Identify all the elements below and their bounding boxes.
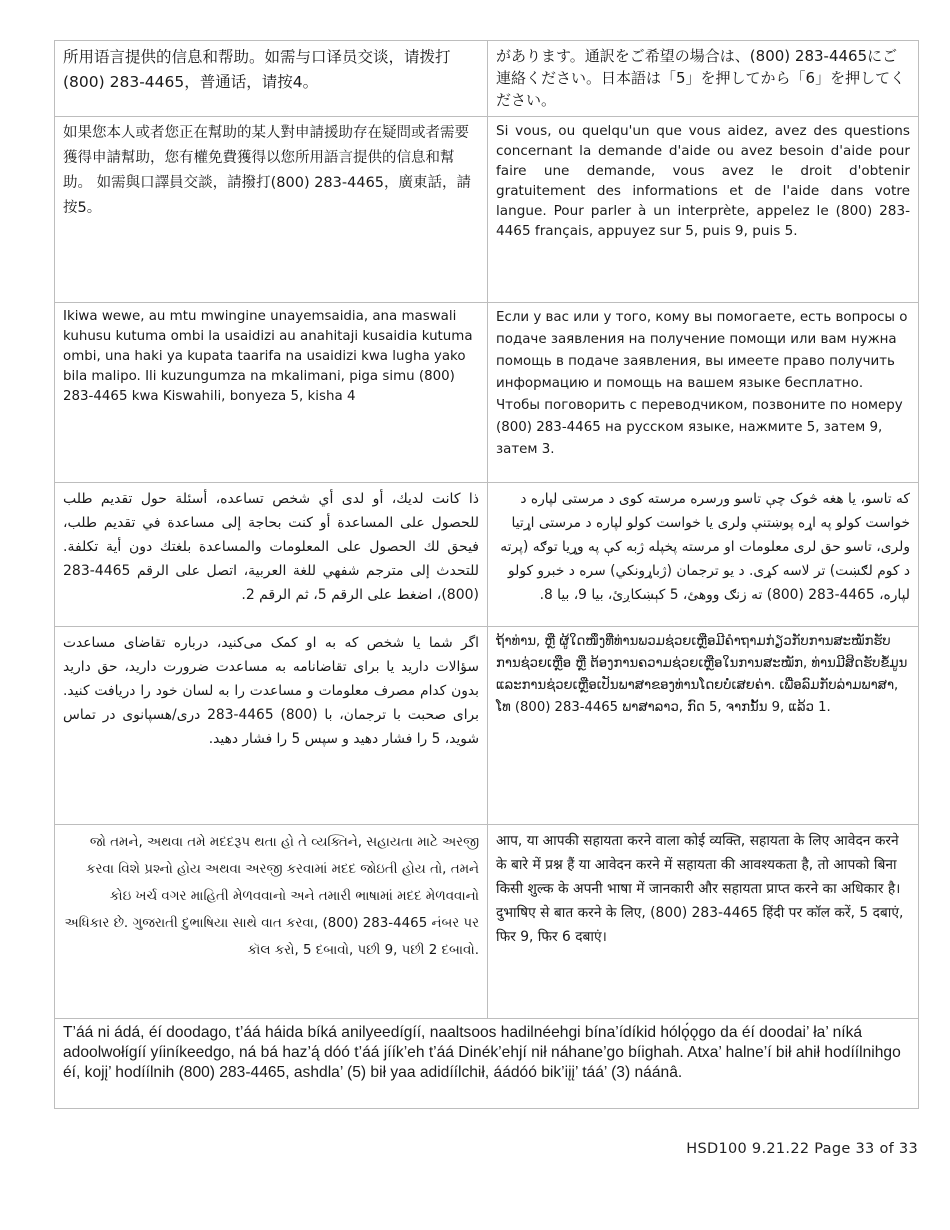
- russian-text: Если у вас или у того, кому вы помогаете, есть вопросы о подаче заявления на получение помощи или вам нужна помощь в подаче заявления, вы имеете право получить информацию и помощь на вашем языке бесплатно. Чтобы поговорить с переводчиком, позвоните по номеру (800) 283-4465 на русском языке, нажмите 5, затем 9, затем 3.: [496, 310, 908, 457]
- farsi-text: اگر شما یا شخص که به او کمک می‌کنید، درباره تقاضای مساعدت سؤالات دارید یا برای تقاضانامه به مساعدت ضرورت دارید، حق دارید بدون کدام مصرف معلومات و مساعدت را به لسان خود را دریافت کنید. برای صحبت با ترجمان، با (800) 4465-283 دری/هسپانوی در تماس شوید، 5 را فشار دهید و سپس 5 را فشار دهید.: [63, 635, 480, 747]
- table-row: [55, 303, 919, 483]
- cell-russian: [488, 303, 919, 483]
- cell-swahili: [55, 303, 488, 483]
- table-row: [55, 825, 919, 1019]
- cell-farsi: [55, 627, 488, 825]
- table-row: [55, 117, 919, 303]
- pashto-text: که تاسو، یا هغه څوک چې تاسو ورسره مرسته کوی د مرستی لپاره د خواست کولو په اړه پوښتنې ولری یا خواست کولو لپاره د مرستی اړتیا ولری، تاسو حق لری معلومات او مرسته پخپله ژبه کې په وړیا توګه (پرته د کوم لګښت) تر لاسه کړی. د یو ترجمان (ژباړونکي) سره د خبرو کولو لپاره، 4465-283 (800) ته زنګ ووهئ، 5 کېښکاږئ، بیا 9، بیا 8.: [500, 491, 910, 603]
- cell-gujarati: [55, 825, 488, 1019]
- lao-text: ຖ້າທ່ານ, ຫຼື ຜູ້ໃດໜຶ່ງທີ່ທ່ານພວມຊ່ວຍເຫຼືອມີຄຳຖາມກ່ຽວກັບການສະໝັກຮັບການຊ່ວຍເຫຼືອ ຫຼື ຕ້ອງການຄວາມຊ່ວຍເຫຼືອໃນການສະໝັກ, ທ່ານມີສິດຮັບຂໍ້ມູນ ແລະການຊ່ວຍເຫຼືອເປັນພາສາຂອງທ່ານໂດຍບໍ່ເສຍຄ່າ. ເພື່ອລົມກັບລ່າມພາສາ, ໂທ (800) 283-4465 ພາສາລາວ, ກົດ 5, ຈາກນັ້ນ 9, ແລ້ວ 1.: [496, 634, 908, 715]
- cell-french: [488, 117, 919, 303]
- arabic-text: ذا كانت لديك، أو لدى أي شخص تساعده، أسئلة حول تقديم طلب للحصول على المساعدة أو كنت بحاجة إلى مساعدة في تقديم طلب، فيحق لك الحصول على المعلومات والمساعدة بلغتك دون أية تكلفة. للتحدث إلى مترجم شفهي للغة العربية، اتصل على الرقم 4465-283 (800)، اضغط على الرقم 5، ثم الرقم 2.: [63, 491, 479, 603]
- cell-navajo: [55, 1019, 919, 1109]
- navajo-text: T’áá ni ádá, éí doodago, t’áá háida bíká anilyeedígíí, naaltsoos hadilnéehgi bína’ídíkid hólǫ́ǫgo da éí doodai’ ła’ níká adoolwołígíí yíiníkeedgo, ná bá haz’ą́ dóó t’áá jíík’eh t’áá Dinék’ehjí nił náhane’go bíighah. Atxa’ halne’í bił ahił hodíílnihgo éí, kojį’ hodíílnih (800) 283-4465, ashdla’ (5) bił yaa adidíílchił, áádóó bik’iįį’ táá’ (3) náánâ.: [63, 1024, 901, 1081]
- cell-arabic: [55, 483, 488, 627]
- language-assistance-table: [54, 40, 919, 1109]
- swahili-text: Ikiwa wewe, au mtu mwingine unayemsaidia, ana maswali kuhusu kutuma ombi la usaidizi au anahitaji kusaidia kutuma ombi, una haki ya kupata taarifa na usaidizi kwa lugha yako bila malipo. Ili kuzungumza na mkalimani, piga simu (800) 283-4465 kwa Kiswahili, bonyeza 5, kisha 4: [63, 309, 473, 404]
- gujarati-text: જો તમને, અથવા તમે મદદરૂપ થતા હો તે વ્યક્તિને, સહાયતા માટે અરજી કરવા વિશે પ્રશ્નો હોય અથવા અરજી કરવામાં મદદ જોઇતી હોય તો, તમને કોઇ ખર્ચ વગર માહિતી મેળવવાનો અને તમારી ભાષામાં મદદ મેળવવાનો અધિકાર છે. ગુજરાતી દુભાષિયા સાથે વાત કરવા, (800) 283-4465 નંબર પર કૉલ કરો, 5 દબાવો, પછી 9, પછી 2 દબાવો.: [64, 835, 479, 958]
- cell-lao: [488, 627, 919, 825]
- table-row: [55, 41, 919, 117]
- cell-hindi: [488, 825, 919, 1019]
- page-footer: HSD100 9.21.22 Page 33 of 33: [686, 1141, 918, 1157]
- cell-chinese-simplified: [55, 41, 488, 117]
- chinese-traditional-text: 如果您本人或者您正在幫助的某人對申請援助存在疑問或者需要獲得申請幫助，您有權免費獲得以您所用語言提供的信息和幫助。 如需與口譯員交談，請撥打(800) 283-4465，廣東話，請按5。: [63, 125, 472, 216]
- french-text: Si vous, ou quelqu'un que vous aidez, avez des questions concernant la demande d'aide ou avez besoin d'aide pour faire une demande, vous avez le droit d'obtenir gratuitement des informations et de l'aide dans votre langue. Pour parler à un interprète, appelez le (800) 283-4465 français, appuyez sur 5, puis 9, puis 5.: [496, 123, 910, 239]
- japanese-text: があります。通訳をご希望の場合は、(800) 283-4465にご連絡ください。日本語は「5」を押してから「6」を押してください。: [496, 47, 906, 109]
- chinese-simplified-text: 所用语言提供的信息和帮助。如需与口译员交谈，请拨打(800) 283-4465，普通话，请按4。: [63, 48, 451, 91]
- table-row: [55, 483, 919, 627]
- cell-japanese: [488, 41, 919, 117]
- language-assistance-sheet: [54, 40, 918, 1109]
- hindi-text: आप, या आपकी सहायता करने वाला कोई व्यक्ति, सहायता के लिए आवेदन करने के बारे में प्रश्न हैं या आवेदन करने में सहायता की आवश्यकता है, तो आपको बिना किसी शुल्क के अपनी भाषा में जानकारी और सहायता प्राप्त करने का अधिकार है। दुभाषिए से बात करने के लिए, (800) 283-4465 हिंदी पर कॉल करें, 5 दबाएं, फिर 9, फिर 6 दबाएं।: [496, 833, 904, 945]
- cell-pashto: [488, 483, 919, 627]
- cell-chinese-traditional: [55, 117, 488, 303]
- table-row: [55, 1019, 919, 1109]
- table-row: [55, 627, 919, 825]
